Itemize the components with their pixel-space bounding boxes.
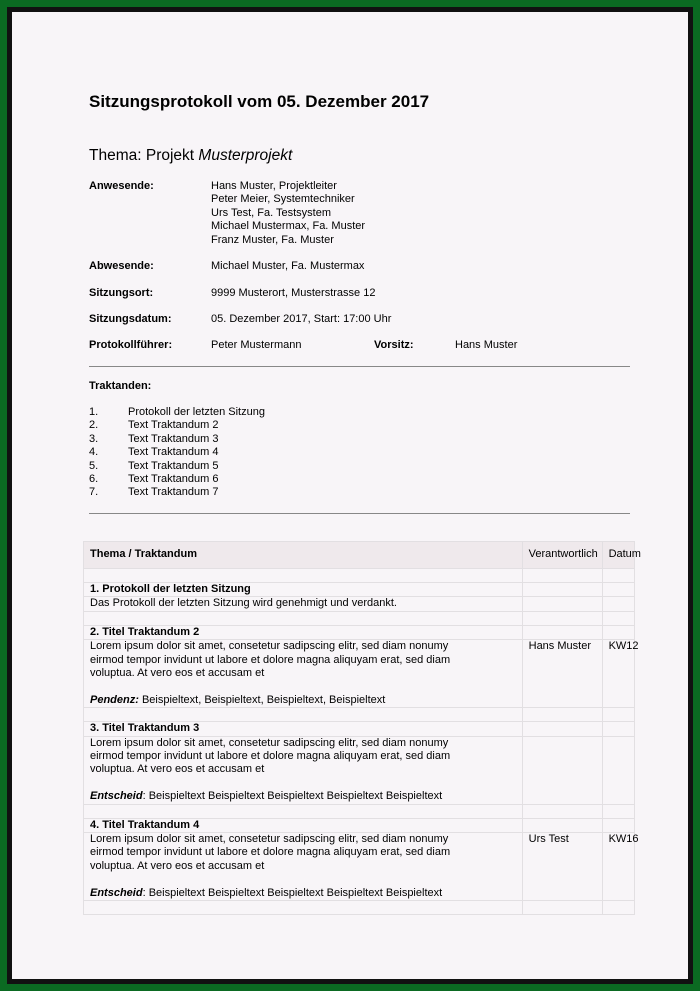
traktandum-item bbox=[89, 486, 265, 499]
note-text: Beispieltext, Beispieltext, Beispieltext, Beispieltext bbox=[138, 693, 386, 706]
item-note bbox=[90, 887, 516, 900]
item-text-line: eirmod tempor invidunt ut labore et dolore magna aliquyam erat, sed diam bbox=[90, 750, 451, 763]
table-row bbox=[84, 833, 635, 901]
anwesende-list bbox=[211, 180, 365, 247]
traktandum-number: 7. bbox=[89, 486, 99, 499]
item-title: 3. Titel Traktandum 3 bbox=[84, 722, 523, 736]
traktandum-text: Text Traktandum 3 bbox=[128, 432, 219, 445]
header-datum: Datum bbox=[602, 542, 634, 569]
item-text-line: voluptua. At vero eos et accusam et bbox=[90, 763, 265, 776]
subtitle-project: Musterprojekt bbox=[198, 147, 293, 164]
traktandum-item bbox=[89, 473, 265, 486]
table-row bbox=[84, 597, 635, 611]
traktandum-text: Text Traktandum 4 bbox=[128, 446, 219, 459]
note-label: Pendenz: bbox=[90, 693, 139, 706]
item-note bbox=[90, 790, 516, 803]
traktandum-number: 1. bbox=[89, 406, 99, 418]
item-text-line: Lorem ipsum dolor sit amet, consetetur sadipscing elitr, sed diam nonumy bbox=[90, 736, 449, 749]
note-label: Entscheid bbox=[90, 886, 143, 899]
item-text-line: voluptua. At vero eos et accusam et bbox=[90, 667, 265, 680]
item-date: KW16 bbox=[602, 833, 634, 901]
table-row bbox=[84, 722, 635, 736]
item-text-line: Lorem ipsum dolor sit amet, consetetur sadipscing elitr, sed diam nonumy bbox=[90, 640, 449, 653]
header-thema: Thema / Traktandum bbox=[84, 542, 523, 569]
table-row bbox=[84, 640, 635, 708]
table-row bbox=[84, 818, 635, 832]
traktandum-item bbox=[89, 419, 265, 432]
traktandum-item bbox=[89, 406, 265, 419]
note-label: Entscheid bbox=[90, 790, 143, 803]
document-page bbox=[12, 12, 688, 979]
table-spacer-row bbox=[84, 569, 635, 583]
anwesende-label: Anwesende: bbox=[89, 180, 154, 192]
protokollfuehrer-value: Peter Mustermann bbox=[211, 339, 302, 351]
abwesende-label: Abwesende: bbox=[89, 260, 154, 272]
traktanden-list bbox=[89, 406, 265, 500]
anwesende-item: Hans Muster, Projektleiter bbox=[211, 180, 337, 192]
item-date bbox=[602, 736, 634, 804]
item-date: KW12 bbox=[602, 640, 634, 708]
divider bbox=[89, 366, 630, 367]
item-responsible: Hans Muster bbox=[522, 640, 602, 708]
page-subtitle bbox=[89, 147, 292, 165]
table-spacer-row bbox=[84, 804, 635, 818]
table-spacer-row bbox=[84, 708, 635, 722]
note-text: : Beispieltext Beispieltext Beispieltext Beispieltext Beispieltext bbox=[142, 790, 443, 803]
item-text-line: eirmod tempor invidunt ut labore et dolore magna aliquyam erat, sed diam bbox=[90, 653, 451, 666]
traktandum-text: Text Traktandum 2 bbox=[128, 419, 219, 432]
abwesende-value: Michael Muster, Fa. Mustermax bbox=[211, 260, 365, 272]
item-text: Das Protokoll der letzten Sitzung wird genehmigt und verdankt. bbox=[84, 597, 523, 611]
anwesende-item: Michael Mustermax, Fa. Muster bbox=[211, 220, 366, 233]
table-row bbox=[84, 736, 635, 804]
item-text bbox=[84, 640, 523, 708]
subtitle-prefix: Thema: Projekt bbox=[89, 147, 199, 164]
traktandum-number: 3. bbox=[89, 432, 99, 445]
table-spacer-row bbox=[84, 901, 635, 915]
table-row bbox=[84, 583, 635, 597]
item-text-line: eirmod tempor invidunt ut labore et dolore magna aliquyam erat, sed diam bbox=[90, 846, 451, 859]
traktandum-text: Protokoll der letzten Sitzung bbox=[128, 406, 265, 418]
traktandum-text: Text Traktandum 5 bbox=[128, 459, 219, 472]
traktandum-number: 5. bbox=[89, 459, 99, 472]
traktandum-item bbox=[89, 460, 265, 473]
item-note bbox=[90, 694, 516, 707]
vorsitz-label: Vorsitz: bbox=[374, 339, 414, 351]
note-text: : Beispieltext Beispieltext Beispieltext Beispieltext Beispieltext bbox=[142, 886, 443, 899]
table-header-row bbox=[84, 542, 635, 569]
vorsitz-value: Hans Muster bbox=[455, 339, 518, 351]
item-text-line: Lorem ipsum dolor sit amet, consetetur sadipscing elitr, sed diam nonumy bbox=[90, 833, 449, 846]
table-row bbox=[84, 625, 635, 639]
divider bbox=[89, 513, 630, 514]
anwesende-item: Peter Meier, Systemtechniker bbox=[211, 193, 355, 206]
item-text bbox=[84, 736, 523, 804]
traktanden-heading: Traktanden: bbox=[89, 380, 152, 392]
item-title: 1. Protokoll der letzten Sitzung bbox=[84, 583, 523, 597]
traktandum-text: Text Traktandum 7 bbox=[128, 486, 219, 499]
datum-value: 05. Dezember 2017, Start: 17:00 Uhr bbox=[211, 313, 392, 325]
ort-label: Sitzungsort: bbox=[89, 287, 154, 299]
item-text-line: voluptua. At vero eos et accusam et bbox=[90, 859, 265, 872]
item-title: 2. Titel Traktandum 2 bbox=[84, 625, 523, 639]
traktanden-table bbox=[83, 541, 641, 915]
traktandum-number: 2. bbox=[89, 419, 99, 432]
anwesende-item: Urs Test, Fa. Testsystem bbox=[211, 206, 332, 219]
traktandum-number: 6. bbox=[89, 472, 99, 485]
item-title: 4. Titel Traktandum 4 bbox=[84, 818, 523, 832]
traktandum-item bbox=[89, 433, 265, 446]
page-title: Sitzungsprotokoll vom 05. Dezember 2017 bbox=[89, 92, 430, 111]
traktandum-number: 4. bbox=[89, 446, 99, 459]
protokollfuehrer-label: Protokollführer: bbox=[89, 339, 173, 351]
ort-value: 9999 Musterort, Musterstrasse 12 bbox=[211, 287, 376, 299]
anwesende-item: Franz Muster, Fa. Muster bbox=[211, 233, 334, 246]
table-spacer-row bbox=[84, 611, 635, 625]
datum-label: Sitzungsdatum: bbox=[89, 313, 172, 325]
item-responsible: Urs Test bbox=[522, 833, 602, 901]
traktandum-item bbox=[89, 446, 265, 459]
header-verantwortlich: Verantwortlich bbox=[522, 542, 602, 569]
item-text bbox=[84, 833, 523, 901]
item-responsible bbox=[522, 736, 602, 804]
traktandum-text: Text Traktandum 6 bbox=[128, 472, 219, 485]
